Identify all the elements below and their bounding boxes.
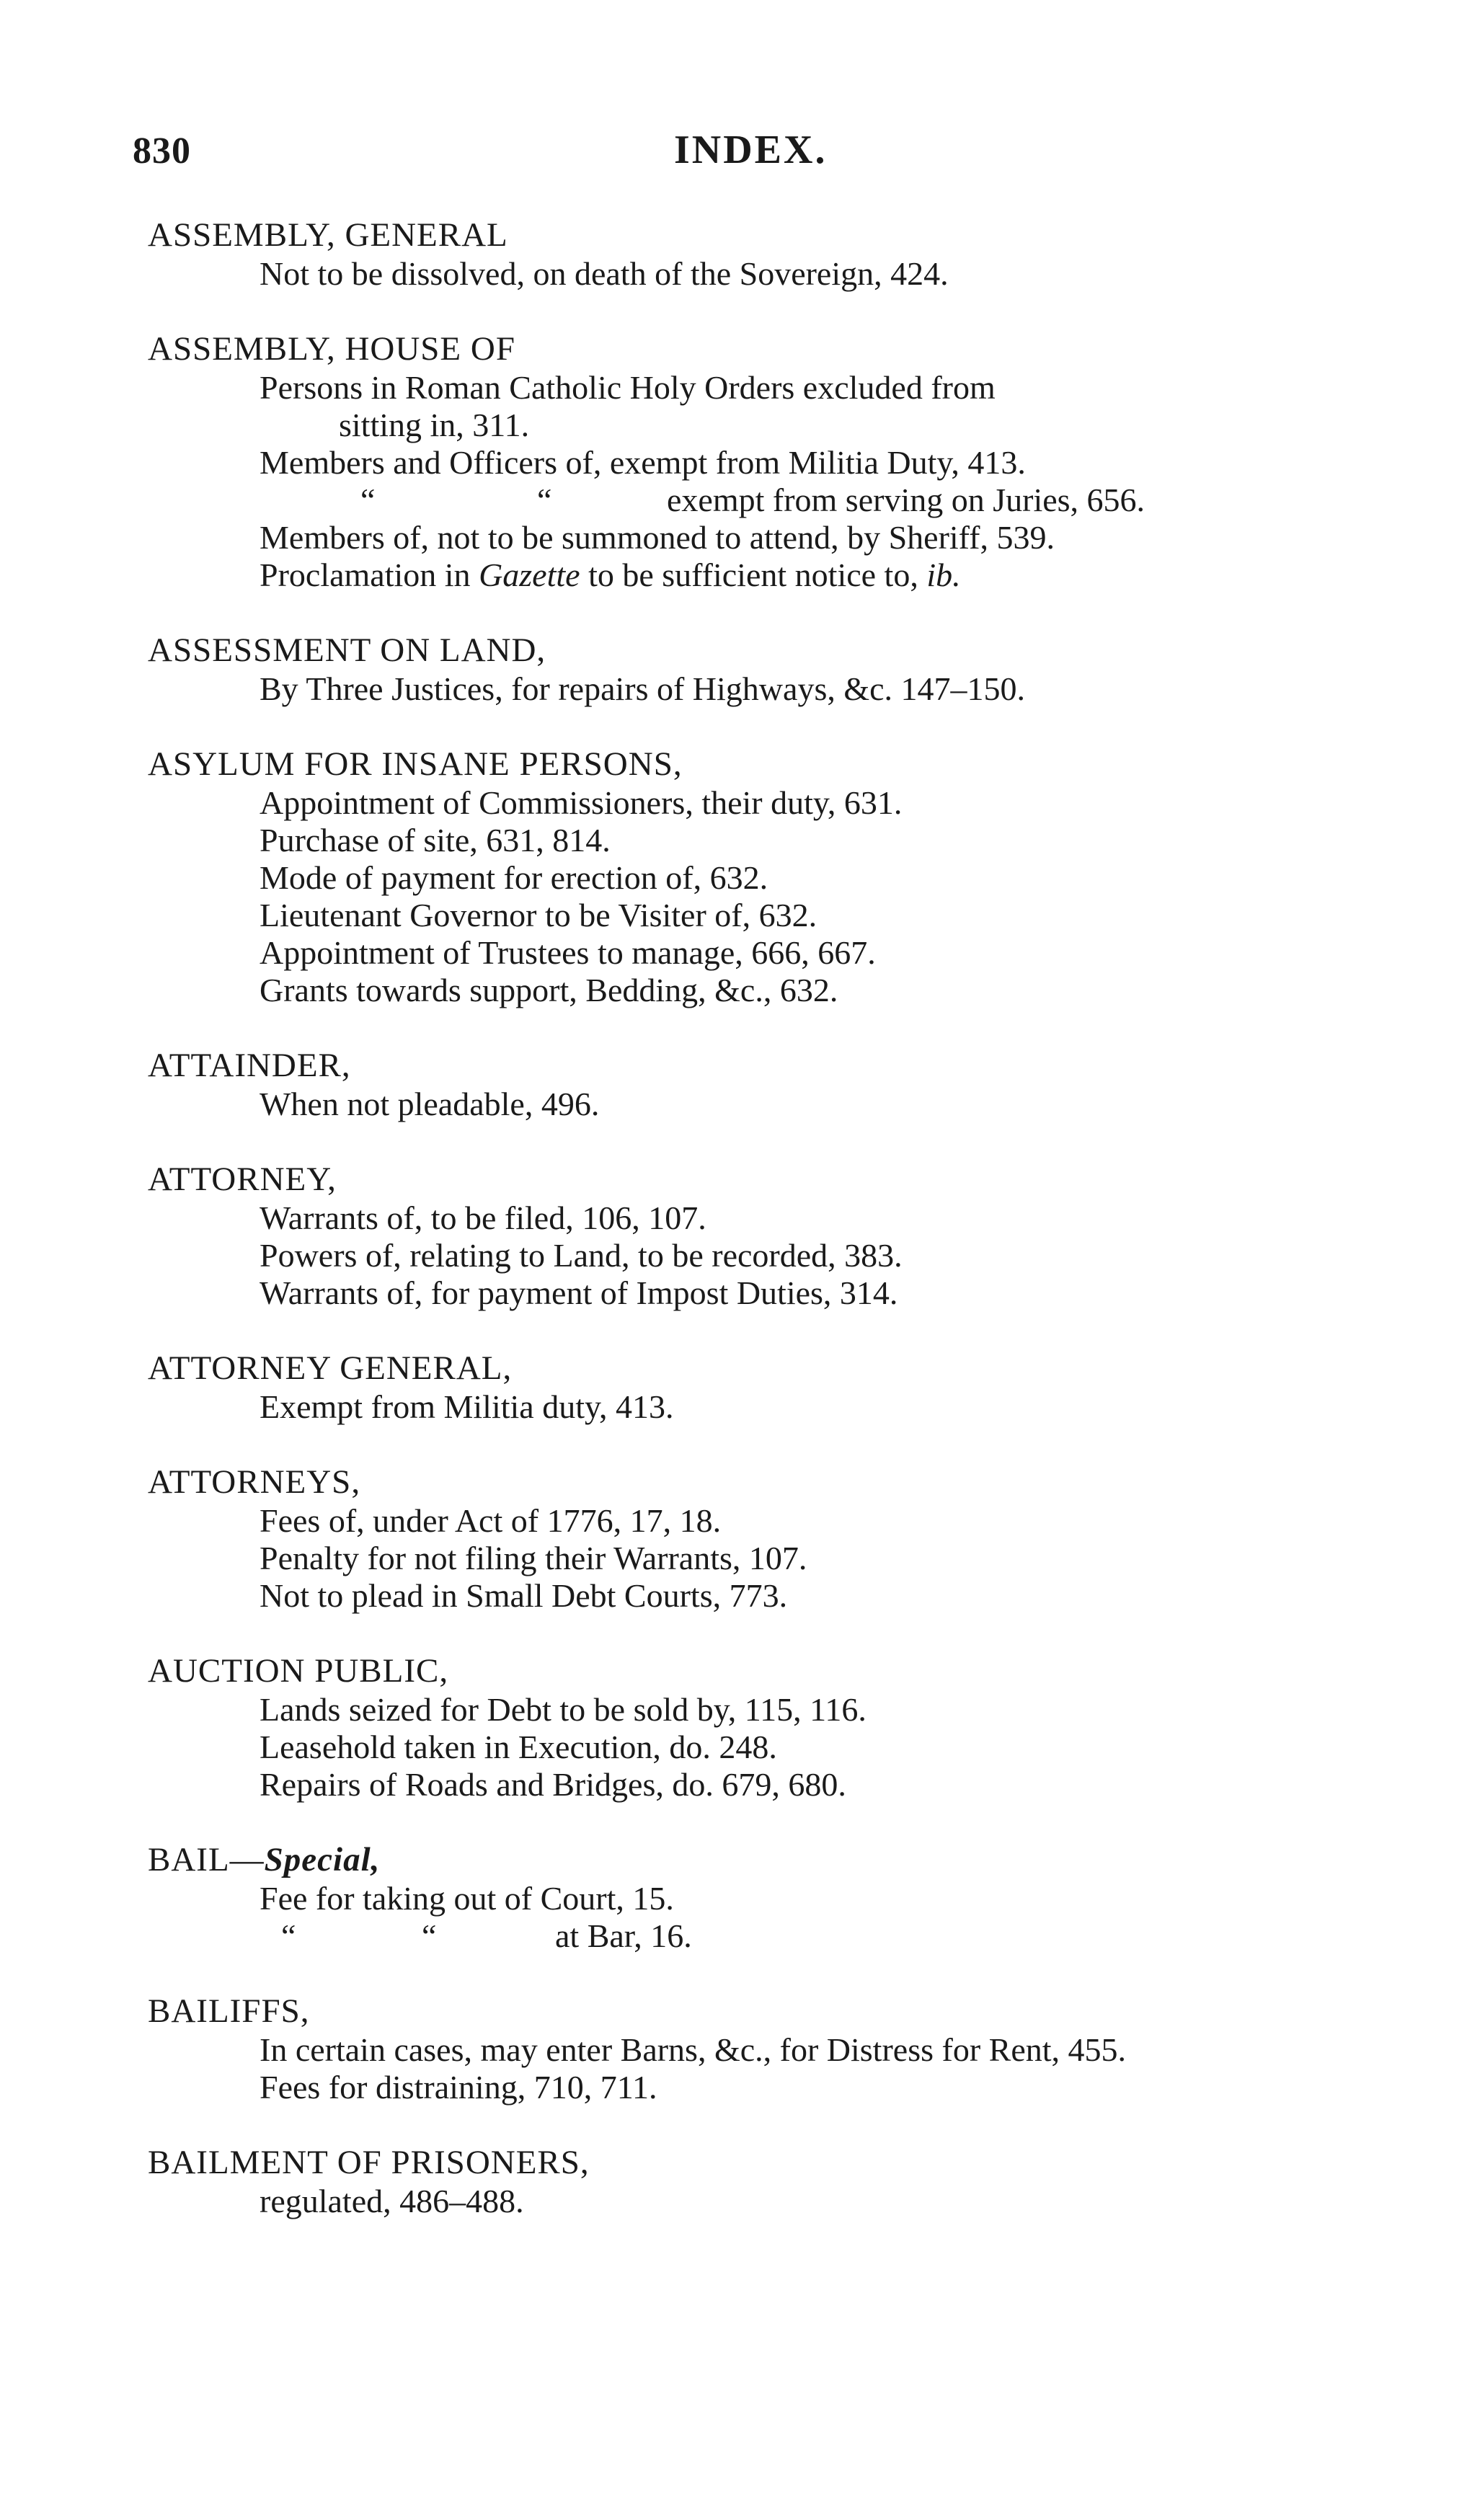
entry-line: Members of, not to be summoned to attend, by Sheriff, 539. <box>260 519 1055 556</box>
ditto-text: exempt from serving on Juries, 656. <box>667 482 1145 518</box>
entry-heading: BAILIFFS, <box>148 1992 310 2030</box>
entry-line: Mode of payment for erection of, 632. <box>260 859 768 896</box>
entry-line: Not to be dissolved, on death of the Sovereign, 424. <box>260 255 949 292</box>
entry-heading: AUCTION PUBLIC, <box>148 1652 449 1690</box>
entry-line: In certain cases, may enter Barns, &c., for Distress for Rent, 455. <box>260 2031 1127 2068</box>
entry-line: Lieutenant Governor to be Visiter of, 632. <box>260 897 817 933</box>
entry-line: Lands seized for Debt to be sold by, 115, 116. <box>260 1691 867 1728</box>
ditto-text: at Bar, 16. <box>555 1917 692 1954</box>
entry-line: Purchase of site, 631, 814. <box>260 822 611 859</box>
entry-line: Warrants of, to be filed, 106, 107. <box>260 1199 706 1236</box>
heading-segment: BAIL— <box>148 1841 265 1878</box>
entry-line: Repairs of Roads and Bridges, do. 679, 680. <box>260 1766 846 1803</box>
page-number: 830 <box>133 130 191 172</box>
entry-line: Members and Officers of, exempt from Militia Duty, 413. <box>260 444 1026 481</box>
entry-heading: ASYLUM FOR INSANE PERSONS, <box>148 745 683 783</box>
entry-line: Exempt from Militia duty, 413. <box>260 1388 674 1425</box>
entry-heading: ASSEMBLY, GENERAL <box>148 216 508 254</box>
index-entry <box>148 630 1417 708</box>
page-title: INDEX. <box>674 128 828 172</box>
index-entry <box>148 1651 1417 1804</box>
entry-line: Fees for distraining, 710, 711. <box>260 2069 657 2106</box>
entry-heading: ASSEMBLY, HOUSE OF <box>148 330 515 368</box>
entry-line: regulated, 486–488. <box>260 2183 524 2219</box>
entry-heading: ATTORNEY, <box>148 1161 337 1198</box>
entry-heading <box>148 1840 1417 1880</box>
index-entry <box>148 1348 1417 1426</box>
text-segment: to be sufficient notice to, <box>580 556 927 593</box>
index-entry <box>148 1045 1417 1123</box>
index-entry <box>148 1991 1417 2106</box>
entry-heading: ATTORNEYS, <box>148 1463 361 1501</box>
entry-heading: ATTORNEY GENERAL, <box>148 1349 513 1387</box>
index-entry <box>148 1462 1417 1615</box>
entry-line: Powers of, relating to Land, to be recorded, 383. <box>260 1237 903 1274</box>
ditto-mark: “ <box>422 1917 437 1954</box>
index-entry <box>148 1159 1417 1312</box>
entry-heading: ASSESSMENT ON LAND, <box>148 631 546 669</box>
index-entry <box>148 329 1417 594</box>
entry-line-ditto <box>148 1917 1417 1955</box>
entry-heading: BAILMENT OF PRISONERS, <box>148 2144 590 2181</box>
entry-line: When not pleadable, 496. <box>260 1086 600 1122</box>
italic-segment: Gazette <box>479 556 580 593</box>
ditto-mark: “ <box>360 482 376 518</box>
entry-line: Persons in Roman Catholic Holy Orders excluded from <box>260 369 996 406</box>
entry-line: Appointment of Trustees to manage, 666, 667. <box>260 934 876 971</box>
index-entry <box>148 2142 1417 2220</box>
entry-line: Penalty for not filing their Warrants, 107. <box>260 1540 807 1576</box>
index-entry <box>148 215 1417 293</box>
ditto-mark: “ <box>281 1917 296 1954</box>
entry-line: Appointment of Commissioners, their duty, 631. <box>260 784 903 821</box>
entry-line: Warrants of, for payment of Impost Duties, 314. <box>260 1274 898 1311</box>
text-segment: Proclamation in <box>260 556 479 593</box>
entry-heading: ATTAINDER, <box>148 1047 351 1084</box>
italic-segment: ib. <box>926 556 961 593</box>
entry-line <box>148 556 1417 594</box>
index-entry <box>148 744 1417 1009</box>
heading-italic-segment: Special, <box>264 1841 381 1878</box>
index-entries <box>148 215 1417 2220</box>
index-entry <box>148 1840 1417 1955</box>
entry-line: By Three Justices, for repairs of Highways, &c. 147–150. <box>260 670 1026 707</box>
entry-line: Fees of, under Act of 1776, 17, 18. <box>260 1502 722 1539</box>
entry-line-continued: sitting in, 311. <box>339 407 530 443</box>
ditto-mark: “ <box>537 482 552 518</box>
entry-line-ditto <box>148 482 1417 519</box>
entry-line: Not to plead in Small Debt Courts, 773. <box>260 1577 788 1614</box>
entry-line: Grants towards support, Bedding, &c., 632. <box>260 972 838 1008</box>
entry-line: Leasehold taken in Execution, do. 248. <box>260 1729 777 1765</box>
entry-line: Fee for taking out of Court, 15. <box>260 1880 674 1917</box>
